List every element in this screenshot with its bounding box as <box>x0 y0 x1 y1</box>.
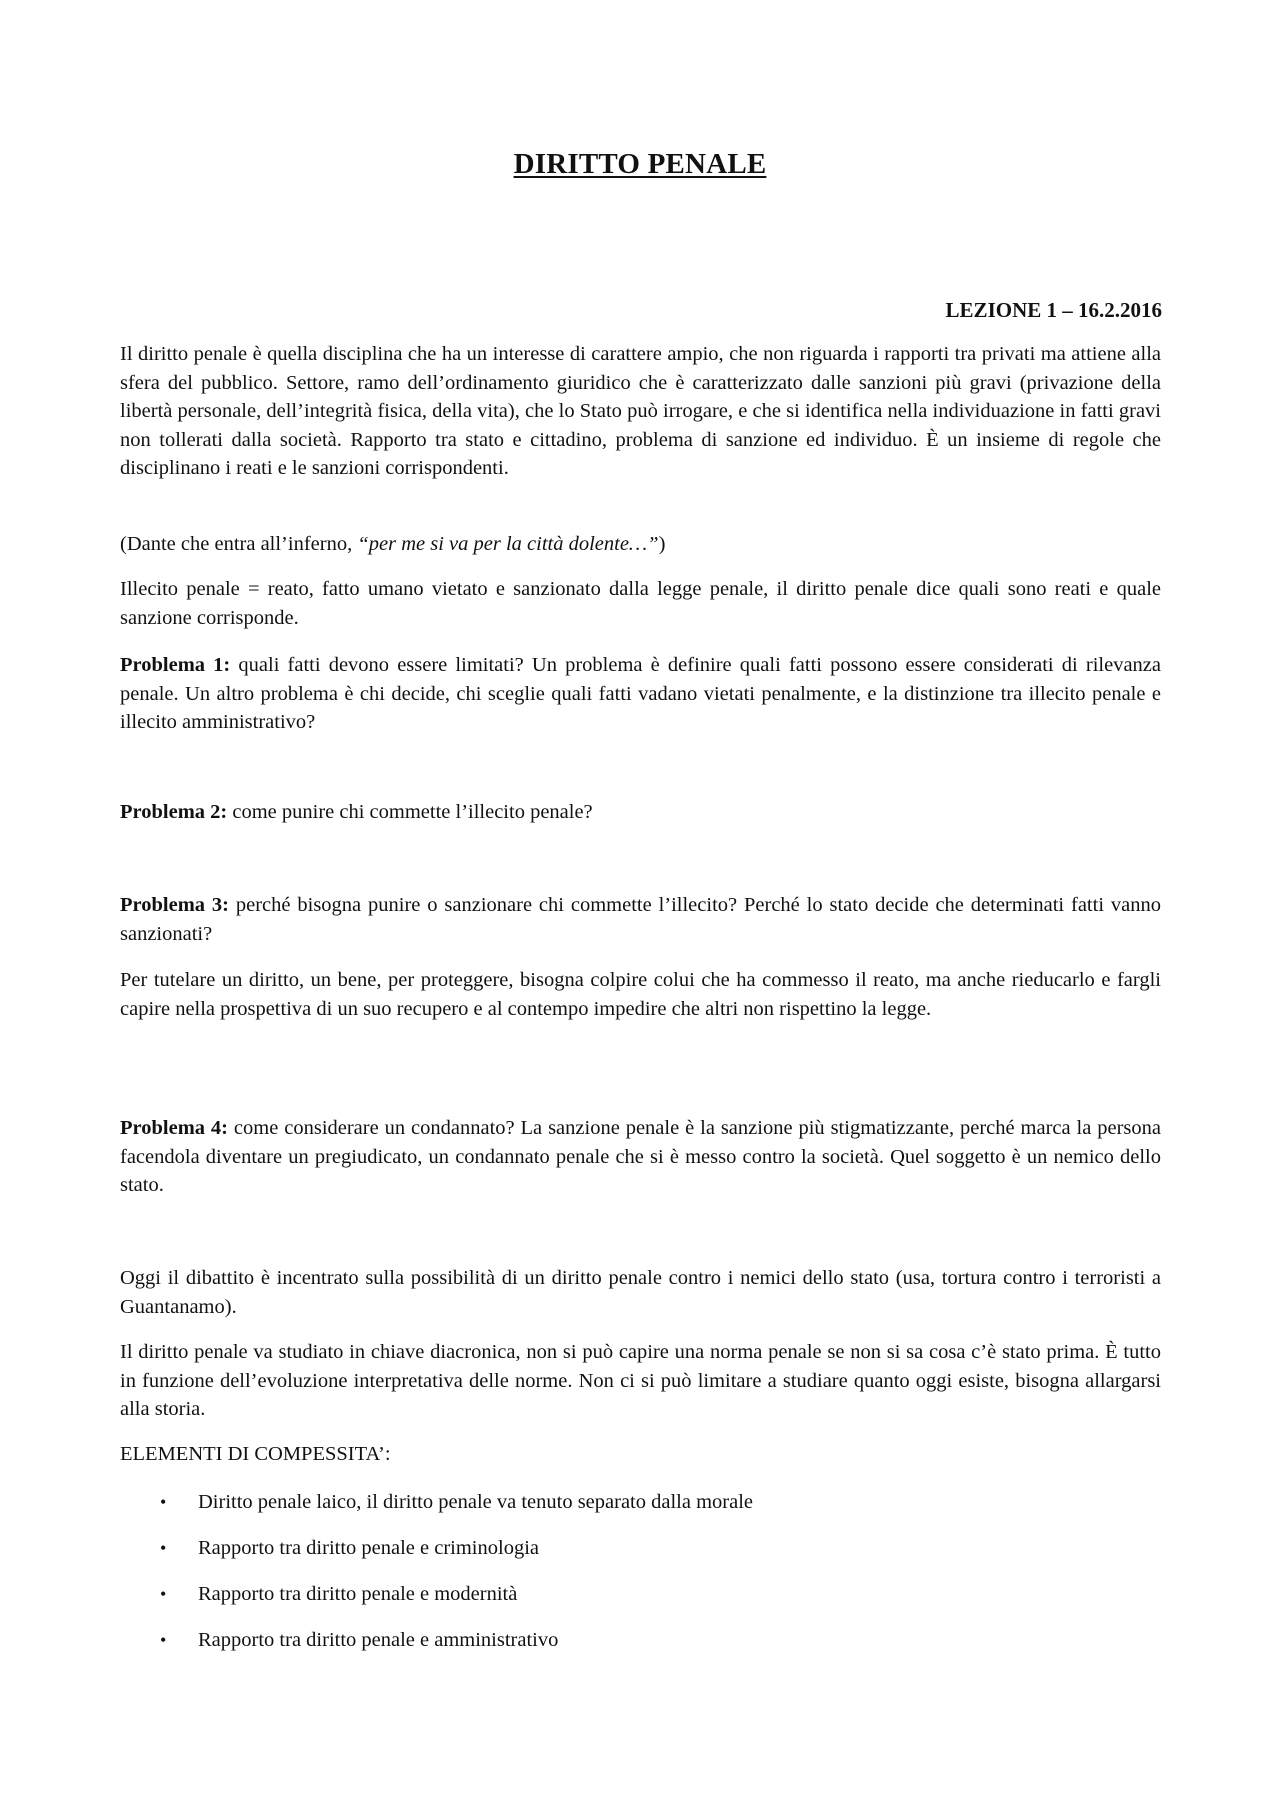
problema-2-text: come punire chi commette l’illecito penale? <box>227 801 593 823</box>
problema-1-paragraph <box>120 651 1161 737</box>
problema-1-label: Problema 1: <box>120 654 231 676</box>
problema-4-paragraph <box>120 1114 1161 1200</box>
problema-4-label: Problema 4: <box>120 1117 229 1139</box>
problema-3-paragraph <box>120 891 1161 948</box>
bullet-icon: • <box>160 1492 167 1512</box>
problema-2-label: Problema 2: <box>120 801 228 823</box>
list-item-text: Diritto penale laico, il diritto penale va tenuto separato dalla morale <box>198 1491 754 1513</box>
problema-2-paragraph <box>120 798 1161 827</box>
bullet-icon: • <box>160 1584 167 1604</box>
tutelare-paragraph: Per tutelare un diritto, un bene, per proteggere, bisogna colpire colui che ha commesso il reato, ma anche rieducarlo e fargli capire nella prospettiva di un suo recupero e al contempo impedire che altri non rispettino la legge. <box>120 969 1161 1020</box>
problema-1-text: quali fatti devono essere limitati? Un problema è definire quali fatti possono essere considerati di rilevanza penale. Un altro problema è chi decide, chi sceglie quali fatti vadano vietati penalmente, e la distinzione tra illecito penale e illecito amministrativo? <box>120 654 1161 734</box>
dante-suffix: ) <box>658 533 666 555</box>
list-heading: ELEMENTI DI COMPESSITA’: <box>120 1443 391 1465</box>
bullet-icon: • <box>160 1538 167 1558</box>
dante-paragraph <box>120 530 1161 559</box>
illecito-paragraph: Illecito penale = reato, fatto umano vietato e sanzionato dalla legge penale, il diritto penale dice quali sono reati e quale sanzione corrisponde. <box>120 578 1161 629</box>
document-title: DIRITTO PENALE <box>513 148 767 180</box>
diacronica-paragraph: Il diritto penale va studiato in chiave diacronica, non si può capire una norma penale se non si sa cosa c’è stato prima. È tutto in funzione dell’evoluzione interpretativa delle norme. Non ci si può limitare a studiare quanto oggi esiste, bisogna allargarsi alla storia. <box>120 1341 1161 1421</box>
intro-paragraph: Il diritto penale è quella disciplina che ha un interesse di carattere ampio, che non riguarda i rapporti tra privati ma attiene alla sfera del pubblico. Settore, ramo dell’ordinamento giuridico che è caratterizzato dalle sanzioni più gravi (privazione della libertà personale, dell’integrità fisica, della vita), che lo Stato può irrogare, e che si identifica nella individuazione in fatti gravi non tollerati dalla società. Rapporto tra stato e cittadino, problema di sanzione ed individuo. È un insieme di regole che disciplinano i reati e le sanzioni corrispondenti. <box>120 343 1161 480</box>
problema-3-text: perché bisogna punire o sanzionare chi commette l’illecito? Perché lo stato decide che determinati fatti vanno sanzionati? <box>120 894 1161 945</box>
list-item-text: Rapporto tra diritto penale e criminologia <box>198 1537 539 1559</box>
dante-quote: “per me si va per la città dolente…” <box>357 533 659 555</box>
list-item-text: Rapporto tra diritto penale e modernità <box>198 1583 518 1605</box>
problema-4-text: come considerare un condannato? La sanzione penale è la sanzione più stigmatizzante, perché marca la persona facendola diventare un pregiudicato, un condannato penale che si è messo contro la società. Quel soggetto è un nemico dello stato. <box>120 1117 1161 1197</box>
bullet-icon: • <box>160 1630 167 1650</box>
problema-3-label: Problema 3: <box>120 894 229 916</box>
lesson-heading: LEZIONE 1 – 16.2.2016 <box>945 298 1162 322</box>
list-item-text: Rapporto tra diritto penale e amministrativo <box>198 1629 559 1651</box>
dante-prefix: (Dante che entra all’inferno, <box>120 533 358 555</box>
oggi-paragraph: Oggi il dibattito è incentrato sulla possibilità di un diritto penale contro i nemici dello stato (usa, tortura contro i terroristi a Guantanamo). <box>120 1267 1161 1318</box>
